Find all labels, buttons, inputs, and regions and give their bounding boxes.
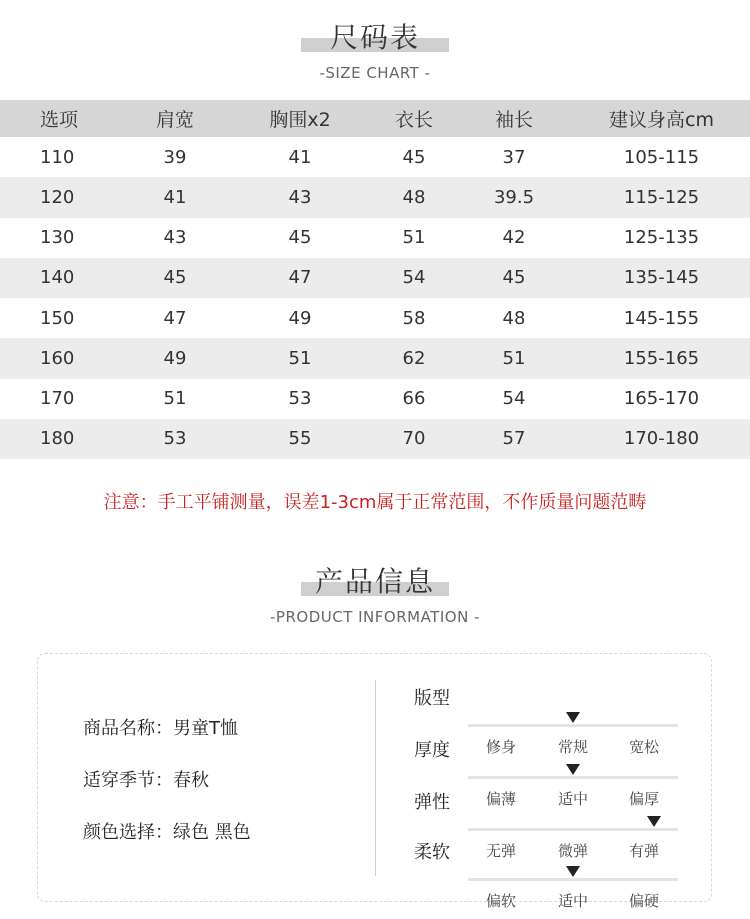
product-info-title: 产品信息 bbox=[314, 565, 435, 598]
cell-length: 58 bbox=[402, 307, 426, 329]
scale-softness bbox=[414, 838, 684, 910]
cell-chest: 47 bbox=[288, 267, 312, 289]
scale-option: 适中 bbox=[557, 892, 588, 910]
scale-option: 常规 bbox=[557, 738, 588, 756]
scale-track bbox=[468, 724, 678, 727]
cell-chest: 41 bbox=[288, 146, 312, 168]
cell-option: 120 bbox=[40, 186, 75, 208]
cell-height: 125-135 bbox=[623, 227, 700, 249]
cell-height: 115-125 bbox=[623, 186, 700, 208]
cell-length: 70 bbox=[402, 428, 426, 450]
cell-shoulder: 53 bbox=[163, 428, 187, 450]
product-info-header bbox=[0, 560, 750, 626]
cell-length: 51 bbox=[402, 227, 426, 249]
selected-marker-icon bbox=[566, 764, 580, 775]
selected-marker-icon bbox=[647, 816, 661, 827]
cell-sleeve: 37 bbox=[502, 146, 526, 168]
table-row bbox=[0, 338, 750, 378]
scale-option: 偏薄 bbox=[485, 790, 516, 808]
table-row bbox=[0, 379, 750, 419]
cell-option: 140 bbox=[40, 267, 75, 289]
cell-option: 110 bbox=[40, 146, 75, 168]
scale-option: 偏软 bbox=[485, 892, 516, 910]
cell-shoulder: 45 bbox=[163, 267, 187, 289]
property-value: 男童T恤 bbox=[173, 718, 238, 739]
property-key: 颜色选择： bbox=[83, 822, 173, 843]
size-chart-title: 尺码表 bbox=[329, 21, 420, 54]
header-cell-length: 衣长 bbox=[394, 109, 433, 131]
cell-shoulder: 47 bbox=[163, 307, 187, 329]
cell-length: 45 bbox=[402, 146, 426, 168]
cell-chest: 43 bbox=[288, 186, 312, 208]
header-cell-sleeve: 袖长 bbox=[494, 109, 533, 131]
property-value: 春秋 bbox=[173, 770, 209, 791]
cell-sleeve: 57 bbox=[502, 428, 526, 450]
cell-shoulder: 49 bbox=[163, 347, 187, 369]
product-info-box bbox=[37, 653, 712, 910]
header-cell-option: 选项 bbox=[40, 109, 79, 131]
property-key: 适穿季节： bbox=[83, 770, 173, 791]
product-info-subtitle: -PRODUCT INFORMATION - bbox=[270, 608, 480, 626]
selected-marker-icon bbox=[566, 712, 580, 723]
scale-label: 弹性 bbox=[414, 792, 450, 813]
cell-sleeve: 51 bbox=[502, 347, 526, 369]
table-row bbox=[0, 218, 750, 258]
cell-height: 170-180 bbox=[623, 428, 700, 450]
property-product-name bbox=[83, 714, 238, 740]
scale-option: 偏厚 bbox=[628, 790, 659, 808]
cell-option: 130 bbox=[40, 227, 75, 249]
cell-length: 66 bbox=[402, 388, 426, 410]
cell-option: 180 bbox=[40, 428, 75, 450]
cell-chest: 51 bbox=[288, 347, 312, 369]
product-info-title-wrap bbox=[301, 560, 449, 600]
cell-chest: 45 bbox=[288, 227, 312, 249]
measurement-note: 注意：手工平铺测量，误差1-3cm属于正常范围，不作质量问题范畴 bbox=[103, 492, 647, 513]
cell-height: 135-145 bbox=[623, 267, 700, 289]
cell-chest: 53 bbox=[288, 388, 312, 410]
table-row bbox=[0, 137, 750, 177]
cell-height: 105-115 bbox=[623, 146, 700, 168]
cell-sleeve: 42 bbox=[502, 227, 526, 249]
property-season bbox=[83, 766, 209, 792]
cell-length: 62 bbox=[402, 347, 426, 369]
size-table bbox=[0, 100, 750, 459]
scale-option: 宽松 bbox=[628, 738, 659, 756]
size-chart-subtitle: -SIZE CHART - bbox=[319, 64, 431, 82]
header-cell-height: 建议身高cm bbox=[609, 109, 714, 131]
cell-sleeve: 39.5 bbox=[493, 186, 535, 208]
scale-option: 微弹 bbox=[557, 842, 588, 860]
cell-option: 150 bbox=[40, 307, 75, 329]
header-cell-shoulder: 肩宽 bbox=[155, 109, 194, 131]
property-value: 绿色 黑色 bbox=[173, 822, 251, 843]
scale-option: 偏硬 bbox=[628, 892, 659, 910]
cell-shoulder: 43 bbox=[163, 227, 187, 249]
scale-label: 版型 bbox=[414, 688, 450, 709]
property-color bbox=[83, 818, 251, 844]
info-divider bbox=[375, 680, 376, 876]
scale-option: 无弹 bbox=[485, 842, 516, 860]
size-table-header-row bbox=[0, 100, 750, 137]
cell-chest: 55 bbox=[288, 428, 312, 450]
scale-label: 厚度 bbox=[414, 740, 450, 761]
property-key: 商品名称： bbox=[83, 718, 173, 739]
cell-option: 170 bbox=[40, 388, 75, 410]
scale-option: 有弹 bbox=[628, 842, 659, 860]
cell-sleeve: 48 bbox=[502, 307, 526, 329]
cell-height: 165-170 bbox=[623, 388, 700, 410]
scale-track bbox=[468, 776, 678, 779]
table-row bbox=[0, 177, 750, 217]
table-row bbox=[0, 258, 750, 298]
selected-marker-icon bbox=[566, 866, 580, 877]
scale-option: 修身 bbox=[485, 738, 516, 756]
cell-sleeve: 54 bbox=[502, 388, 526, 410]
table-row bbox=[0, 419, 750, 459]
cell-height: 145-155 bbox=[623, 307, 700, 329]
cell-shoulder: 51 bbox=[163, 388, 187, 410]
cell-sleeve: 45 bbox=[502, 267, 526, 289]
cell-length: 54 bbox=[402, 267, 426, 289]
table-row bbox=[0, 298, 750, 338]
size-chart-title-wrap bbox=[301, 16, 449, 56]
cell-shoulder: 39 bbox=[163, 146, 187, 168]
scale-option: 适中 bbox=[557, 790, 588, 808]
cell-height: 155-165 bbox=[623, 347, 700, 369]
cell-chest: 49 bbox=[288, 307, 312, 329]
cell-length: 48 bbox=[402, 186, 426, 208]
header-cell-chest: 胸围x2 bbox=[269, 109, 331, 131]
scale-track bbox=[468, 828, 678, 831]
scale-label: 柔软 bbox=[414, 842, 450, 863]
size-chart-header bbox=[0, 16, 750, 82]
scale-track bbox=[468, 878, 678, 881]
cell-shoulder: 41 bbox=[163, 186, 187, 208]
cell-option: 160 bbox=[40, 347, 75, 369]
